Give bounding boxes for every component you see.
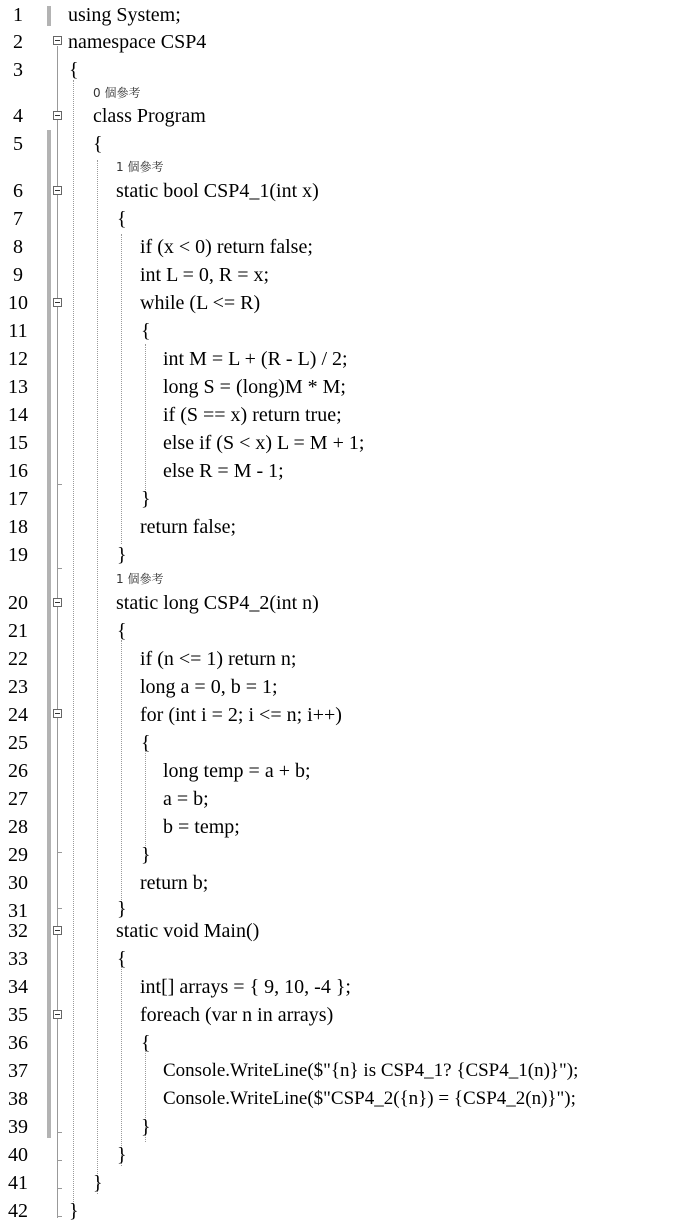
line-number: 14 — [8, 404, 28, 426]
line-number: 10 — [8, 292, 28, 314]
line-number: 16 — [8, 460, 28, 482]
line-number: 37 — [8, 1060, 28, 1082]
code-line[interactable]: else R = M - 1; — [163, 460, 284, 482]
indent-guide — [97, 160, 98, 1194]
line-number: 41 — [8, 1172, 28, 1194]
code-line[interactable]: { — [141, 320, 151, 342]
code-line[interactable]: class Program — [93, 105, 206, 127]
line-number: 2 — [13, 31, 23, 53]
fold-toggle-icon[interactable] — [53, 111, 62, 120]
fold-end-tick — [57, 852, 62, 853]
code-line[interactable]: { — [141, 732, 151, 754]
code-line[interactable]: Console.WriteLine($"CSP4_2({n}) = {CSP4_2(n)}"); — [163, 1088, 576, 1109]
change-bar — [47, 130, 51, 1138]
indent-guide — [145, 344, 146, 494]
indent-guide — [73, 80, 74, 1218]
fold-toggle-icon[interactable] — [53, 1010, 62, 1019]
code-line[interactable]: Console.WriteLine($"{n} is CSP4_1? {CSP4_1(n)}"); — [163, 1060, 579, 1081]
line-number: 28 — [8, 816, 28, 838]
fold-end-tick — [57, 1160, 62, 1161]
code-line[interactable]: long a = 0, b = 1; — [140, 676, 278, 698]
code-line[interactable]: while (L <= R) — [140, 292, 261, 314]
line-number: 12 — [8, 348, 28, 370]
code-line[interactable]: { — [117, 620, 127, 642]
line-number: 26 — [8, 760, 28, 782]
indent-guide — [121, 234, 122, 544]
code-line[interactable]: static long CSP4_2(int n) — [116, 592, 319, 614]
line-number: 13 — [8, 376, 28, 398]
reference-count-hint[interactable]: 0 個參考 — [93, 86, 141, 100]
code-line[interactable]: } — [141, 488, 151, 510]
line-number: 34 — [8, 976, 28, 998]
line-number: 40 — [8, 1144, 28, 1166]
code-line[interactable]: } — [141, 1116, 151, 1138]
line-number: 7 — [13, 208, 23, 230]
code-line[interactable]: else if (S < x) L = M + 1; — [163, 432, 365, 454]
code-line[interactable]: { — [141, 1032, 151, 1054]
code-line[interactable]: namespace CSP4 — [68, 31, 207, 53]
code-line[interactable]: { — [93, 133, 103, 155]
code-line[interactable]: } — [141, 844, 151, 866]
change-bar — [47, 6, 51, 26]
code-line[interactable]: if (S == x) return true; — [163, 404, 342, 426]
line-number: 24 — [8, 704, 28, 726]
line-number: 19 — [8, 544, 28, 566]
code-line[interactable]: if (n <= 1) return n; — [140, 648, 297, 670]
fold-end-tick — [57, 1132, 62, 1133]
code-line[interactable]: long S = (long)M * M; — [163, 376, 346, 398]
line-number: 18 — [8, 516, 28, 538]
line-number: 5 — [13, 133, 23, 155]
code-line[interactable]: static bool CSP4_1(int x) — [116, 180, 319, 202]
fold-toggle-icon[interactable] — [53, 926, 62, 935]
fold-toggle-icon[interactable] — [53, 598, 62, 607]
line-number: 31 — [8, 900, 28, 922]
line-number: 4 — [13, 105, 23, 127]
code-line[interactable]: foreach (var n in arrays) — [140, 1004, 334, 1026]
line-number: 17 — [8, 488, 28, 510]
indent-guide — [121, 640, 122, 912]
line-number: 42 — [8, 1200, 28, 1222]
line-number: 32 — [8, 920, 28, 942]
line-number: 33 — [8, 948, 28, 970]
fold-end-tick — [57, 908, 62, 909]
code-line[interactable]: } — [93, 1172, 103, 1194]
code-line[interactable]: a = b; — [163, 788, 209, 810]
line-number: 20 — [8, 592, 28, 614]
line-number: 23 — [8, 676, 28, 698]
reference-count-hint[interactable]: 1 個參考 — [116, 160, 164, 174]
code-line[interactable]: long temp = a + b; — [163, 760, 311, 782]
code-line[interactable]: { — [69, 59, 79, 81]
code-line[interactable]: if (x < 0) return false; — [140, 236, 313, 258]
code-line[interactable]: int[] arrays = { 9, 10, -4 }; — [140, 976, 351, 998]
code-line[interactable]: int M = L + (R - L) / 2; — [163, 348, 348, 370]
line-number: 15 — [8, 432, 28, 454]
line-number: 30 — [8, 872, 28, 894]
code-line[interactable]: { — [117, 948, 127, 970]
indent-guide — [145, 750, 146, 858]
line-number: 35 — [8, 1004, 28, 1026]
code-line[interactable]: return false; — [140, 516, 237, 538]
fold-end-tick — [57, 568, 62, 569]
code-line[interactable]: return b; — [140, 872, 209, 894]
line-number: 25 — [8, 732, 28, 754]
indent-guide — [121, 966, 122, 1166]
fold-toggle-icon[interactable] — [53, 709, 62, 718]
line-number: 6 — [13, 180, 23, 202]
code-line[interactable]: } — [69, 1200, 79, 1222]
code-line[interactable]: } — [117, 544, 127, 566]
code-line[interactable]: static void Main() — [116, 920, 260, 942]
line-number: 29 — [8, 844, 28, 866]
line-number: 36 — [8, 1032, 28, 1054]
fold-end-tick — [57, 484, 62, 485]
line-number: 8 — [13, 236, 23, 258]
code-line[interactable]: for (int i = 2; i <= n; i++) — [140, 704, 342, 726]
reference-count-hint[interactable]: 1 個參考 — [116, 572, 164, 586]
line-number: 1 — [13, 4, 23, 26]
fold-line — [57, 46, 58, 1218]
fold-toggle-icon[interactable] — [53, 36, 62, 45]
code-line[interactable]: b = temp; — [163, 816, 240, 838]
line-number: 38 — [8, 1088, 28, 1110]
code-line[interactable]: { — [117, 208, 127, 230]
line-number: 21 — [8, 620, 28, 642]
fold-toggle-icon[interactable] — [53, 298, 62, 307]
fold-toggle-icon[interactable] — [53, 186, 62, 195]
code-line[interactable]: using System; — [68, 4, 181, 26]
line-number: 22 — [8, 648, 28, 670]
code-line[interactable]: } — [117, 898, 127, 920]
code-line[interactable]: int L = 0, R = x; — [140, 264, 270, 286]
line-number: 39 — [8, 1116, 28, 1138]
line-number: 27 — [8, 788, 28, 810]
line-number: 3 — [13, 59, 23, 81]
line-number: 11 — [8, 320, 28, 342]
code-line[interactable]: } — [117, 1144, 127, 1166]
fold-end-tick — [57, 1216, 62, 1217]
fold-end-tick — [57, 1188, 62, 1189]
line-number: 9 — [13, 264, 23, 286]
